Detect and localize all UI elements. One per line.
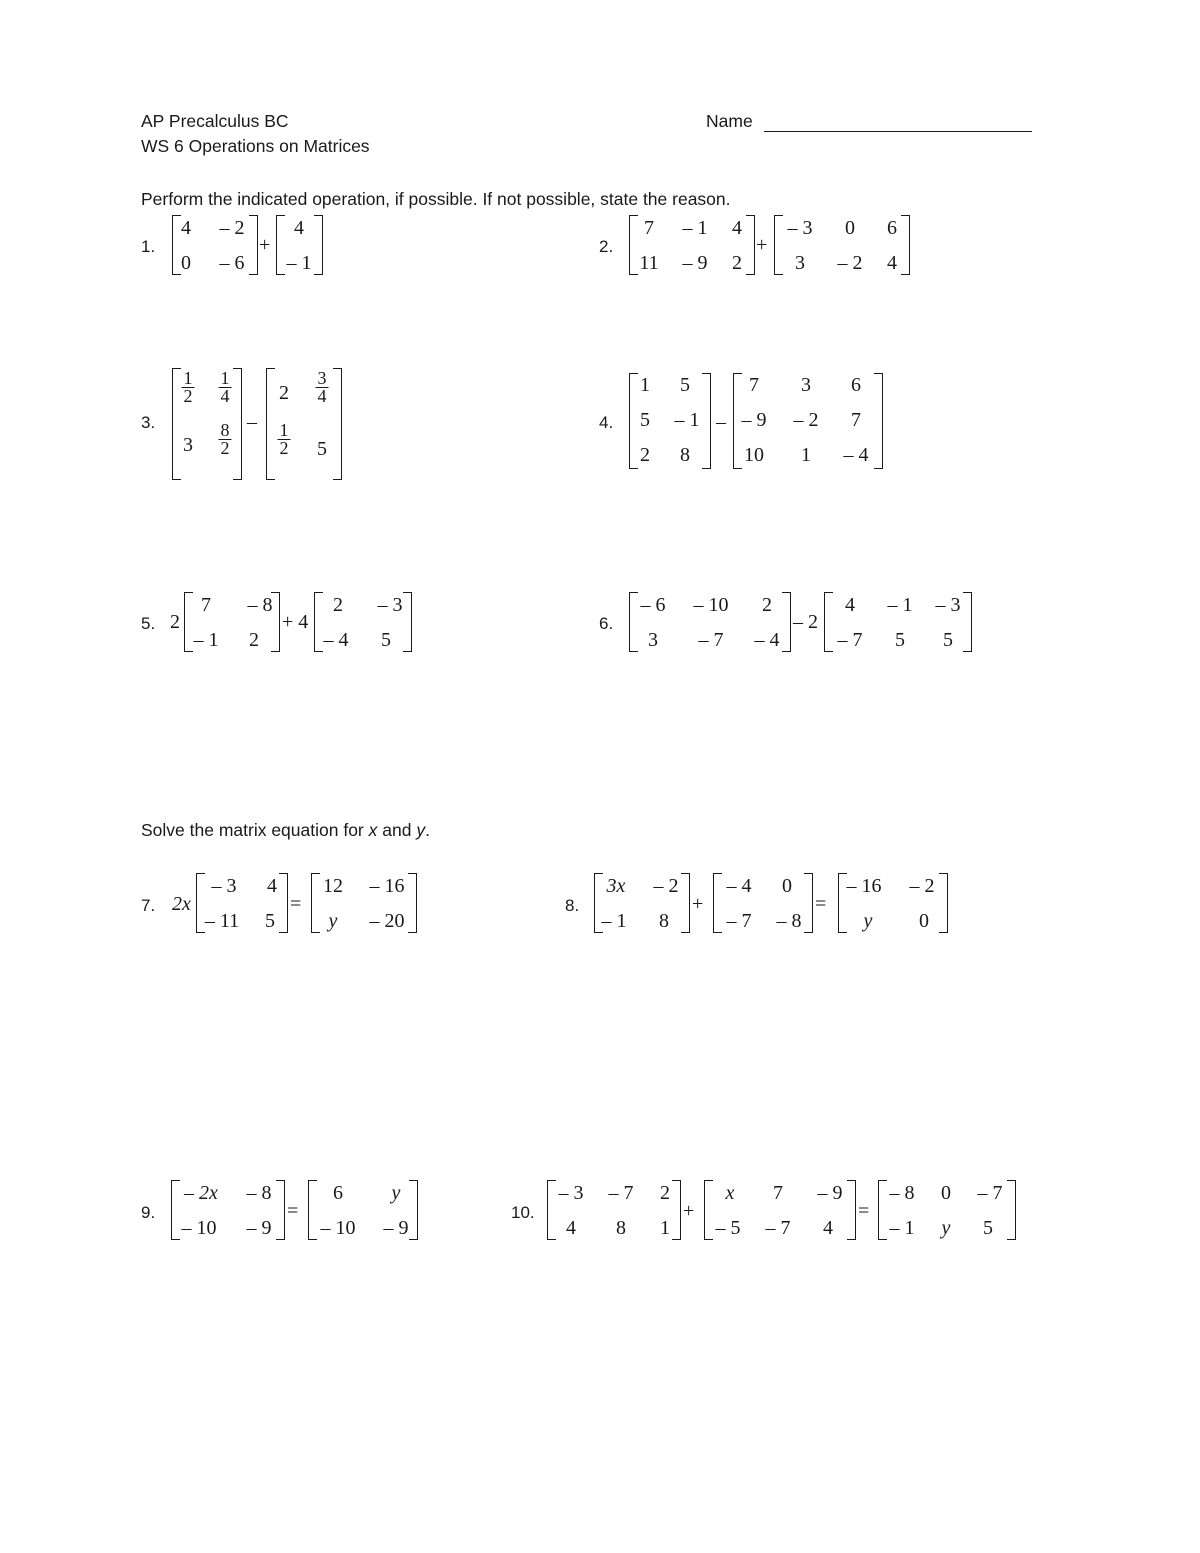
- matrix-cell: – 1: [889, 1217, 915, 1239]
- scalar: 2: [170, 611, 180, 633]
- matrix-cell: 4: [267, 875, 277, 897]
- matrix: [172, 215, 258, 275]
- matrix-cell: 7: [773, 1182, 783, 1204]
- matrix-cell: – 9: [383, 1217, 409, 1239]
- name-blank-line[interactable]: [764, 131, 1032, 132]
- matrix: [266, 368, 342, 480]
- matrix: [824, 592, 972, 652]
- fraction: $\frac{3}{4}$: [317, 368, 327, 406]
- operator: =: [290, 893, 302, 915]
- matrix: [713, 873, 813, 933]
- matrix-cell: y: [941, 1217, 951, 1239]
- matrix-cell: 7: [749, 374, 759, 396]
- problem-label: 4.: [599, 413, 614, 432]
- problem-label: 7.: [141, 896, 156, 915]
- matrix-cell: – 7: [837, 629, 863, 651]
- matrix-cell: 2: [333, 594, 343, 616]
- matrix: [171, 1180, 285, 1240]
- matrix-cell: – 6: [219, 252, 245, 274]
- matrix-cell: y: [863, 910, 873, 932]
- matrix-cell: 5: [381, 629, 391, 651]
- matrix-cell: – 5: [715, 1217, 741, 1239]
- matrix-cell: – 1: [674, 409, 700, 431]
- matrix-cell: 6: [333, 1182, 343, 1204]
- fraction: $\frac{1}{4}$: [220, 368, 230, 406]
- matrix: [774, 215, 910, 275]
- matrix-cell: – 2: [837, 252, 863, 274]
- name-label: Name: [706, 111, 753, 131]
- matrix-cell: 2: [762, 594, 772, 616]
- matrix-cell: – 2: [219, 217, 245, 239]
- matrix-cell: – 7: [608, 1182, 634, 1204]
- matrix-cell: 1: [801, 444, 811, 466]
- matrix-cell: 8: [659, 910, 669, 932]
- matrix-cell: 10: [744, 444, 764, 466]
- matrix-cell: – 9: [682, 252, 708, 274]
- matrix-cell: 7: [851, 409, 861, 431]
- scalar: + 4: [282, 611, 309, 633]
- matrix-cell: – 20: [369, 910, 405, 932]
- matrix-cell: 1: [640, 374, 650, 396]
- matrix-cell: – 4: [843, 444, 869, 466]
- instruction-text: Solve the matrix equation for: [141, 820, 369, 840]
- matrix-cell: 0: [845, 217, 855, 239]
- matrix: [276, 215, 323, 275]
- matrix-cell: – 1: [887, 594, 913, 616]
- matrix: [629, 215, 755, 275]
- matrix-cell: 2: [732, 252, 742, 274]
- matrix-cell: – 7: [765, 1217, 791, 1239]
- matrix-cell: y: [391, 1182, 401, 1204]
- matrix-cell: – 8: [889, 1182, 915, 1204]
- matrix-cell: 4: [294, 217, 304, 239]
- matrix-cell: 2: [279, 382, 289, 404]
- matrix-cell: – 4: [726, 875, 752, 897]
- matrix-cell: 4: [181, 217, 191, 239]
- matrix-cell: 5: [640, 409, 650, 431]
- matrix: [311, 873, 417, 933]
- matrix-cell: – 9: [741, 409, 767, 431]
- matrix: [629, 373, 711, 469]
- matrix-cell: – 10: [320, 1217, 356, 1239]
- fraction: $\frac{1}{2}$: [183, 368, 193, 406]
- matrix-cell: – 4: [754, 629, 780, 651]
- matrix-cell: – 4: [323, 629, 349, 651]
- matrix-cell: 2: [640, 444, 650, 466]
- matrix-cell: – 3: [211, 875, 237, 897]
- operator: +: [756, 234, 768, 256]
- matrix-cell: 3: [648, 629, 658, 651]
- variable-x: x: [368, 820, 378, 840]
- matrix-cell: 4: [823, 1217, 833, 1239]
- operator: =: [815, 893, 827, 915]
- matrix-cell: [184, 1182, 218, 1204]
- instruction-text: and: [377, 820, 417, 840]
- operator: –: [716, 411, 726, 433]
- matrix-cell: 11: [639, 252, 659, 274]
- operator: =: [287, 1200, 299, 1222]
- matrix-cell: 12: [323, 875, 343, 897]
- matrix-cell: 0: [782, 875, 792, 897]
- matrix: [838, 873, 948, 933]
- matrix-cell: – 1: [193, 629, 219, 651]
- matrix-cell: 2: [660, 1182, 670, 1204]
- matrix: [733, 373, 883, 469]
- instruction-text: .: [425, 820, 430, 840]
- matrix-cell: 0: [919, 910, 929, 932]
- matrix-cell: 5: [895, 629, 905, 651]
- matrix-cell: – 6: [640, 594, 666, 616]
- matrix: [547, 1180, 681, 1240]
- matrix-cell: 1: [660, 1217, 670, 1239]
- matrix-cell: – 3: [787, 217, 813, 239]
- variable-y: y: [416, 820, 426, 840]
- matrix: [594, 873, 690, 933]
- matrix-cell: – 2: [909, 875, 935, 897]
- problem-label: 8.: [565, 896, 580, 915]
- matrix-cell: – 1: [682, 217, 708, 239]
- matrix: [629, 592, 791, 652]
- matrix-cell: 3: [183, 434, 193, 456]
- matrix-cell: 5: [317, 438, 327, 460]
- matrix-cell: 6: [887, 217, 897, 239]
- matrix-cell: 4: [887, 252, 897, 274]
- operator: –: [247, 411, 257, 433]
- cell-expression: – 2x: [184, 1182, 218, 1204]
- problem-label: 10.: [511, 1203, 535, 1222]
- operator: +: [259, 234, 271, 256]
- matrix-cell: – 9: [817, 1182, 843, 1204]
- matrix-cell: 0: [941, 1182, 951, 1204]
- matrix-cell: 4: [566, 1217, 576, 1239]
- matrix-cell: 5: [983, 1217, 993, 1239]
- matrix: [314, 592, 412, 652]
- section2-instructions: [141, 820, 430, 840]
- matrix: [184, 592, 280, 652]
- matrix-cell: 8: [680, 444, 690, 466]
- matrix-cell: 3: [795, 252, 805, 274]
- matrix-cell: 4: [845, 594, 855, 616]
- matrix: [308, 1180, 418, 1240]
- matrix: [704, 1180, 856, 1240]
- cell-expression: 3x: [606, 875, 626, 897]
- matrix-cell: – 16: [369, 875, 405, 897]
- matrix-cell: – 7: [726, 910, 752, 932]
- matrix-cell: – 16: [846, 875, 882, 897]
- matrix-cell: 7: [201, 594, 211, 616]
- matrix-cell: – 8: [776, 910, 802, 932]
- scalar: – 2: [793, 611, 818, 633]
- matrix-cell: 0: [181, 252, 191, 274]
- fraction: $\frac{8}{2}$: [220, 420, 230, 458]
- matrix: [172, 368, 242, 480]
- matrix-cell: – 11: [204, 910, 240, 932]
- matrix-cell: 4: [732, 217, 742, 239]
- operator: +: [683, 1200, 695, 1222]
- matrix: [878, 1180, 1016, 1240]
- matrix: [196, 873, 288, 933]
- scalar: 2x: [172, 893, 191, 915]
- matrix-cell: – 3: [558, 1182, 584, 1204]
- matrix-cell: – 2: [793, 409, 819, 431]
- problem-label: 5.: [141, 614, 156, 633]
- matrix-cell: – 9: [246, 1217, 272, 1239]
- matrix-cell: x: [725, 1182, 735, 1204]
- problem-label: 1.: [141, 237, 156, 256]
- course-title: AP Precalculus BC: [141, 111, 289, 131]
- matrix-cell: [607, 875, 626, 897]
- problem-label: 6.: [599, 614, 614, 633]
- matrix-cell: 5: [265, 910, 275, 932]
- matrix-cell: – 7: [977, 1182, 1003, 1204]
- matrix-cell: 7: [644, 217, 654, 239]
- operator: =: [858, 1200, 870, 1222]
- matrix-cell: 8: [616, 1217, 626, 1239]
- problem-label: 2.: [599, 237, 614, 256]
- matrix-cell: y: [328, 910, 338, 932]
- problem-label: 3.: [141, 413, 156, 432]
- matrix-cell: – 1: [286, 252, 312, 274]
- matrix-cell: 5: [680, 374, 690, 396]
- matrix-cell: – 8: [247, 594, 273, 616]
- matrix-cell: – 10: [181, 1217, 217, 1239]
- matrix-cell: – 7: [698, 629, 724, 651]
- operator: +: [692, 893, 704, 915]
- matrix-cell: 2: [249, 629, 259, 651]
- matrix-cell: – 2: [653, 875, 679, 897]
- matrix-cell: 3: [801, 374, 811, 396]
- matrix-cell: – 8: [246, 1182, 272, 1204]
- section1-instructions: Perform the indicated operation, if possible. If not possible, state the reason.: [141, 189, 731, 209]
- matrix-cell: – 1: [601, 910, 627, 932]
- matrix-cell: 6: [851, 374, 861, 396]
- matrix-cell: – 3: [377, 594, 403, 616]
- problem-label: 9.: [141, 1203, 156, 1222]
- matrix-cell: 5: [943, 629, 953, 651]
- worksheet-title: WS 6 Operations on Matrices: [141, 136, 370, 156]
- matrix-cell: – 10: [693, 594, 729, 616]
- fraction: $\frac{1}{2}$: [279, 420, 289, 458]
- matrix-cell: – 3: [935, 594, 961, 616]
